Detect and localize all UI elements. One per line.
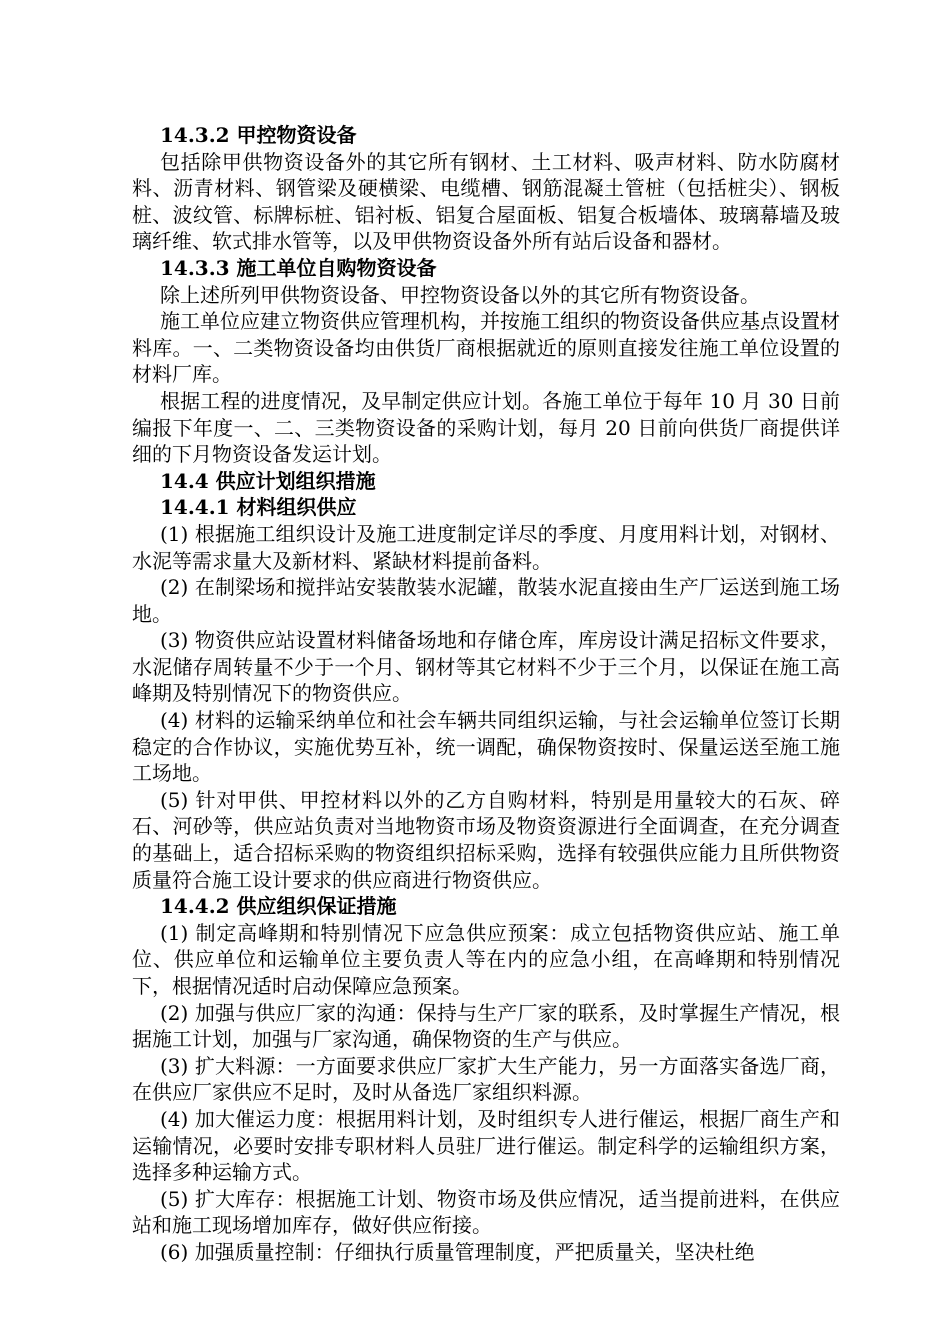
list-item: (1) 根据施工组织设计及施工进度制定详尽的季度、月度用料计划，对钢材、水泥等需求量大及新材料、紧缺材料提前备料。 [132, 521, 840, 573]
list-item: (4) 加大催运力度：根据用料计划，及时组织专人进行催运，根据厂商生产和运输情况，必要时安排专职材料人员驻厂进行催运。制定科学的运输组织方案，选择多种运输方式。 [132, 1106, 840, 1185]
paragraph: 除上述所列甲供物资设备、甲控物资设备以外的其它所有物资设备。 [160, 282, 760, 307]
paragraph: 施工单位应建立物资供应管理机构，并按施工组织的物资设备供应基点设置材料库。一、二类物资设备均由供货厂商根据就近的原则直接发往施工单位设置的材料厂库。 [132, 309, 840, 387]
section-heading-14-3-3: 14.3.3 施工单位自购物资设备 [160, 255, 437, 280]
section-heading-14-4-1: 14.4.1 材料组织供应 [160, 495, 357, 520]
section-heading-14-4: 14.4 供应计划组织措施 [160, 468, 376, 493]
list-item: (5) 针对甲供、甲控材料以外的乙方自购材料，特别是用量较大的石灰、碎石、河砂等，供应站负责对当地物资市场及物资资源进行全面调查，在充分调查的基础上，适合招标采购的物资组织招标采购，选择有较强供应能力且所供物资质量符合施工设计要求的供应商进行物资供应。 [132, 787, 840, 892]
list-item: (3) 扩大料源：一方面要求供应厂家扩大生产能力，另一方面落实备选厂商，在供应厂家供应不足时，及时从备选厂家组织料源。 [132, 1053, 840, 1105]
list-item: (1) 制定高峰期和特别情况下应急供应预案：成立包括物资供应站、施工单位、供应单位和运输单位主要负责人等在内的应急小组，在高峰期和特别情况下，根据情况适时启动保障应急预案。 [132, 920, 840, 998]
paragraph: 包括除甲供物资设备外的其它所有钢材、土工材料、吸声材料、防水防腐材料、沥青材料、钢管梁及硬横梁、电缆槽、钢筋混凝土管桩（包括桩尖）、钢板桩、波纹管、标牌标桩、铝衬板、铝复合屋面板、铝复合板墙体、玻璃幕墙及玻璃纤维、软式排水管等，以及甲供物资设备外所有站后设备和器材。 [132, 149, 840, 254]
list-item: (2) 在制梁场和搅拌站安装散装水泥罐，散装水泥直接由生产厂运送到施工场地。 [132, 575, 840, 626]
list-item: (6) 加强质量控制：仔细执行质量管理制度，严把质量关，坚决杜绝 [160, 1239, 755, 1264]
section-heading-14-4-2: 14.4.2 供应组织保证措施 [160, 894, 397, 919]
list-item: (4) 材料的运输采纳单位和社会车辆共同组织运输，与社会运输单位签订长期稳定的合作协议，实施优势互补，统一调配，确保物资按时、保量运送至施工施工场地。 [132, 708, 840, 786]
list-item: (3) 物资供应站设置材料储备场地和存储仓库，库房设计满足招标文件要求，水泥储存周转量不少于一个月、钢材等其它材料不少于三个月，以保证在施工高峰期及特别情况下的物资供应。 [132, 628, 840, 706]
list-item: (2) 加强与供应厂家的沟通：保持与生产厂家的联系，及时掌握生产情况，根据施工计划，加强与厂家沟通，确保物资的生产与供应。 [132, 1000, 840, 1052]
list-item: (5) 扩大库存：根据施工计划、物资市场及供应情况，适当提前进料，在供应站和施工现场增加库存，做好供应衔接。 [132, 1186, 840, 1238]
section-heading-14-3-2: 14.3.2 甲控物资设备 [160, 123, 357, 147]
document-page [132, 122, 840, 1266]
paragraph: 根据工程的进度情况，及早制定供应计划。各施工单位于每年 10 月 30 日前编报下年度一、二、三类物资设备的采购计划，每月 20 日前向供货厂商提供详细的下月物资设备发运计划。 [132, 388, 840, 467]
